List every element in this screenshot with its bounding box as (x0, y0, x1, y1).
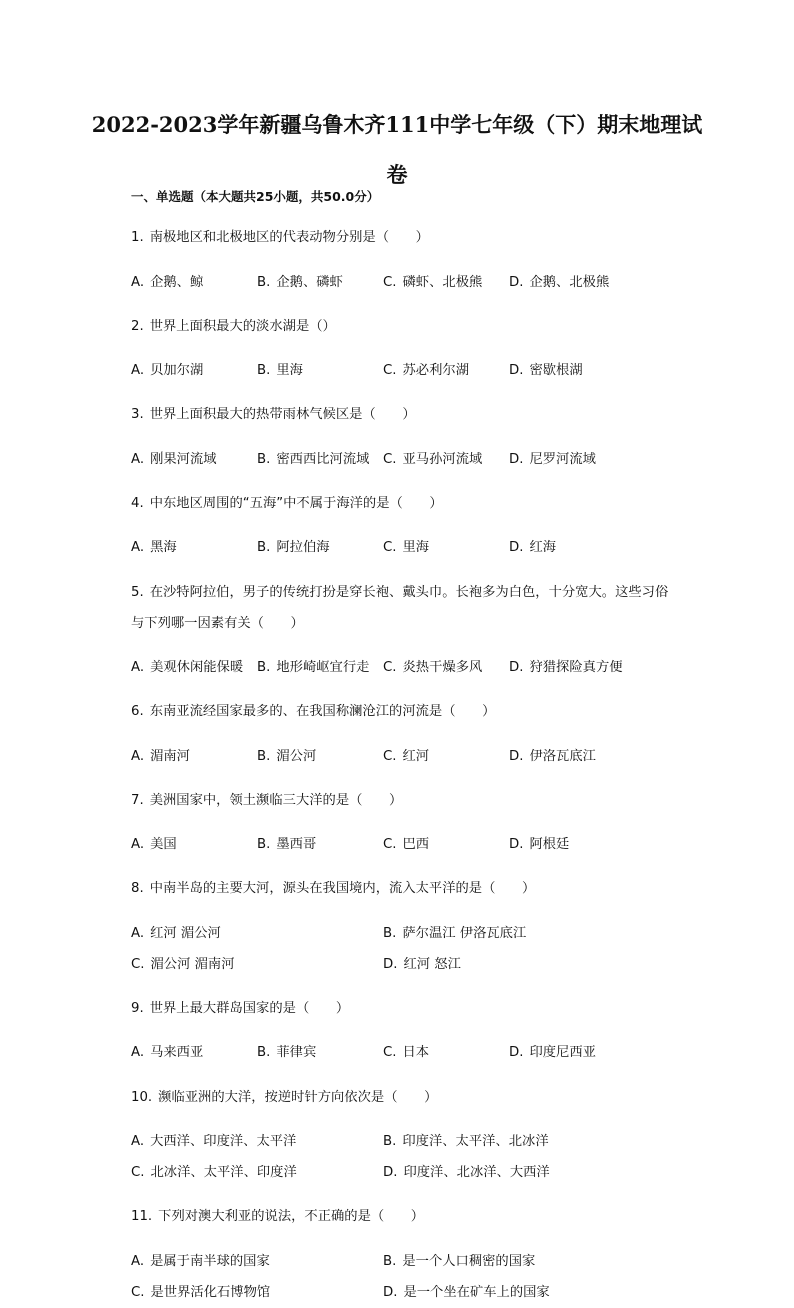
option-letter: D. (509, 451, 524, 467)
question-6 (131, 696, 671, 771)
question-number: 9. (131, 1001, 144, 1017)
option-text: 菲律宾 (276, 1045, 317, 1061)
question-text: 中南半岛的主要大河，源头在我国境内，流入太平洋的是（ ） (149, 881, 536, 897)
option-letter: B. (257, 837, 271, 853)
option-text: 贝加尔湖 (150, 363, 204, 379)
question-7 (131, 785, 671, 860)
option-text: 是世界活化石博物馆 (150, 1284, 271, 1300)
option-b (383, 1246, 635, 1277)
option-text: 阿根廷 (529, 837, 570, 853)
question-stem (131, 577, 671, 639)
option-text: 阿拉伯海 (276, 540, 330, 556)
option-group (131, 652, 671, 683)
option-a (131, 829, 257, 860)
option-text: 大西洋、印度洋、太平洋 (150, 1133, 297, 1149)
option-letter: B. (383, 925, 397, 941)
option-d (509, 741, 635, 772)
option-b (383, 918, 635, 949)
option-c (383, 532, 509, 563)
question-10 (131, 1082, 671, 1188)
option-text: 墨西哥 (276, 837, 317, 853)
option-text: 尼罗河流域 (529, 451, 596, 467)
option-text: 萨尔温江 伊洛瓦底江 (402, 925, 527, 941)
section-heading: 一、单选题（本大题共25小题，共50.0分） (131, 189, 380, 204)
option-b (257, 355, 383, 386)
option-letter: C. (383, 274, 397, 290)
option-text: 企鹅、鲸 (150, 274, 204, 290)
question-number: 5. (131, 584, 144, 600)
option-c (383, 444, 509, 475)
option-letter: A. (131, 1045, 145, 1061)
option-letter: D. (509, 540, 524, 556)
option-letter: B. (257, 659, 271, 675)
option-c (383, 267, 509, 298)
option-text: 地形崎岖宜行走 (276, 659, 370, 675)
option-text: 红河 怒江 (403, 956, 461, 972)
option-letter: A. (131, 659, 145, 675)
option-letter: C. (383, 837, 397, 853)
option-a (131, 918, 383, 949)
option-c (131, 1157, 383, 1188)
option-letter: A. (131, 451, 145, 467)
option-group (131, 741, 671, 772)
option-letter: D. (509, 748, 524, 764)
option-letter: A. (131, 1253, 145, 1269)
option-text: 亚马孙河流域 (402, 451, 483, 467)
question-1 (131, 222, 671, 297)
option-d (509, 1037, 635, 1068)
question-number: 1. (131, 230, 144, 246)
option-c (383, 829, 509, 860)
question-text: 濒临亚洲的大洋，按逆时针方向依次是（ ） (158, 1089, 438, 1105)
question-stem (131, 399, 671, 430)
option-d (509, 267, 635, 298)
option-a (131, 741, 257, 772)
option-letter: B. (257, 748, 271, 764)
option-letter: B. (257, 451, 271, 467)
option-text: 红河 (402, 748, 430, 764)
option-text: 美国 (150, 837, 177, 853)
option-letter: C. (383, 363, 397, 379)
question-text: 东南亚流经国家最多的、在我国称澜沧江的河流是（ ） (149, 704, 496, 720)
option-text: 炎热干燥多风 (402, 659, 483, 675)
question-stem (131, 1082, 671, 1113)
option-text: 密歇根湖 (529, 363, 583, 379)
option-a (131, 1126, 383, 1157)
option-d (383, 949, 635, 980)
option-letter: D. (383, 956, 398, 972)
option-letter: C. (383, 1045, 397, 1061)
question-stem (131, 696, 671, 727)
option-text: 印度洋、太平洋、北冰洋 (402, 1133, 549, 1149)
option-text: 湄公河 (276, 748, 317, 764)
option-text: 磷虾、北极熊 (402, 274, 483, 290)
option-text: 狩猎探险真方便 (529, 659, 623, 675)
option-group (131, 1126, 671, 1188)
question-9 (131, 993, 671, 1068)
option-text: 日本 (402, 1045, 430, 1061)
option-text: 湄公河 湄南河 (150, 956, 235, 972)
question-text: 中东地区周围的“五海”中不属于海洋的是（ ） (149, 496, 443, 512)
question-number: 7. (131, 792, 144, 808)
question-stem (131, 1201, 671, 1232)
option-letter: B. (257, 363, 271, 379)
question-number: 11. (131, 1209, 153, 1225)
option-text: 红河 湄公河 (150, 925, 221, 941)
option-text: 湄南河 (150, 748, 190, 764)
option-letter: B. (257, 1045, 271, 1061)
option-text: 企鹅、磷虾 (276, 274, 343, 290)
option-letter: C. (383, 748, 397, 764)
option-text: 是一个坐在矿车上的国家 (403, 1284, 550, 1300)
question-text: 在沙特阿拉伯，男子的传统打扮是穿长袍、戴头巾。长袍多为白色，十分宽大。这些习俗与下列哪一因素有关（ ） (131, 584, 669, 631)
question-5 (131, 577, 671, 683)
option-letter: D. (509, 274, 524, 290)
option-a (131, 532, 257, 563)
option-text: 里海 (402, 540, 430, 556)
option-text: 苏必利尔湖 (402, 363, 469, 379)
option-letter: C. (131, 1284, 145, 1300)
option-b (257, 1037, 383, 1068)
option-a (131, 267, 257, 298)
option-d (509, 444, 635, 475)
option-c (383, 652, 509, 683)
question-text: 美洲国家中，领土濒临三大洋的是（ ） (149, 792, 403, 808)
option-letter: A. (131, 748, 145, 764)
question-stem (131, 993, 671, 1024)
question-4 (131, 488, 671, 563)
question-number: 3. (131, 407, 144, 423)
option-a (131, 1037, 257, 1068)
option-d (509, 829, 635, 860)
option-b (257, 829, 383, 860)
option-c (383, 355, 509, 386)
question-list (131, 209, 671, 1308)
question-stem (131, 222, 671, 253)
option-b (257, 444, 383, 475)
option-a (131, 1246, 383, 1277)
option-text: 北冰洋、太平洋、印度洋 (150, 1164, 297, 1180)
question-text: 世界上最大群岛国家的是（ ） (149, 1001, 350, 1017)
option-d (509, 532, 635, 563)
question-text: 下列对澳大利亚的说法，不正确的是（ ） (158, 1209, 425, 1225)
question-number: 10. (131, 1089, 153, 1105)
option-group (131, 532, 671, 563)
option-d (383, 1277, 635, 1308)
question-number: 2. (131, 318, 144, 334)
option-letter: C. (383, 540, 397, 556)
option-d (509, 652, 635, 683)
question-text: 南极地区和北极地区的代表动物分别是（ ） (149, 230, 429, 246)
option-c (131, 1277, 383, 1308)
option-letter: B. (383, 1133, 397, 1149)
option-text: 巴西 (402, 837, 430, 853)
question-text: 世界上面积最大的热带雨林气候区是（ ） (149, 407, 416, 423)
option-text: 是属于南半球的国家 (150, 1253, 270, 1269)
question-number: 4. (131, 496, 144, 512)
option-letter: B. (257, 274, 271, 290)
question-number: 8. (131, 881, 144, 897)
option-text: 美观休闲能保暖 (150, 659, 244, 675)
option-letter: A. (131, 363, 145, 379)
option-c (383, 1037, 509, 1068)
option-group (131, 918, 671, 980)
option-c (383, 741, 509, 772)
option-text: 黑海 (150, 540, 177, 556)
option-letter: C. (131, 1164, 145, 1180)
option-letter: D. (383, 1284, 398, 1300)
option-letter: C. (383, 659, 397, 675)
option-b (257, 267, 383, 298)
option-group (131, 355, 671, 386)
option-a (131, 652, 257, 683)
option-letter: D. (509, 1045, 524, 1061)
option-letter: A. (131, 1133, 145, 1149)
option-letter: C. (383, 451, 397, 467)
option-b (257, 532, 383, 563)
option-group (131, 267, 671, 298)
question-2 (131, 311, 671, 386)
option-letter: D. (509, 659, 524, 675)
option-a (131, 355, 257, 386)
question-number: 6. (131, 704, 144, 720)
option-text: 马来西亚 (150, 1045, 204, 1061)
option-b (257, 652, 383, 683)
question-11 (131, 1201, 671, 1307)
question-3 (131, 399, 671, 474)
option-letter: B. (257, 540, 271, 556)
option-group (131, 829, 671, 860)
option-d (509, 355, 635, 386)
option-c (131, 949, 383, 980)
option-text: 伊洛瓦底江 (529, 748, 596, 764)
option-text: 密西西比河流域 (276, 451, 370, 467)
option-b (383, 1126, 635, 1157)
option-text: 企鹅、北极熊 (529, 274, 610, 290)
option-text: 印度洋、北冰洋、大西洋 (403, 1164, 550, 1180)
option-d (383, 1157, 635, 1188)
option-text: 里海 (276, 363, 303, 379)
option-letter: A. (131, 274, 145, 290)
option-letter: D. (509, 363, 524, 379)
option-text: 是一个人口稠密的国家 (402, 1253, 536, 1269)
option-b (257, 741, 383, 772)
option-letter: A. (131, 925, 145, 941)
question-stem (131, 488, 671, 519)
question-stem (131, 873, 671, 904)
question-text: 世界上面积最大的淡水湖是（） (149, 318, 336, 334)
option-letter: D. (509, 837, 524, 853)
question-stem (131, 785, 671, 816)
option-text: 印度尼西亚 (529, 1045, 596, 1061)
option-letter: A. (131, 837, 145, 853)
option-a (131, 444, 257, 475)
option-letter: A. (131, 540, 145, 556)
option-letter: C. (131, 956, 145, 972)
option-text: 红海 (529, 540, 557, 556)
option-letter: B. (383, 1253, 397, 1269)
option-group (131, 1246, 671, 1308)
option-group (131, 444, 671, 475)
option-text: 刚果河流域 (150, 451, 217, 467)
question-stem (131, 311, 671, 342)
question-8 (131, 873, 671, 979)
option-letter: D. (383, 1164, 398, 1180)
page-title: 2022-2023学年新疆乌鲁木齐111中学七年级（下）期末地理试卷 (91, 112, 703, 187)
option-group (131, 1037, 671, 1068)
